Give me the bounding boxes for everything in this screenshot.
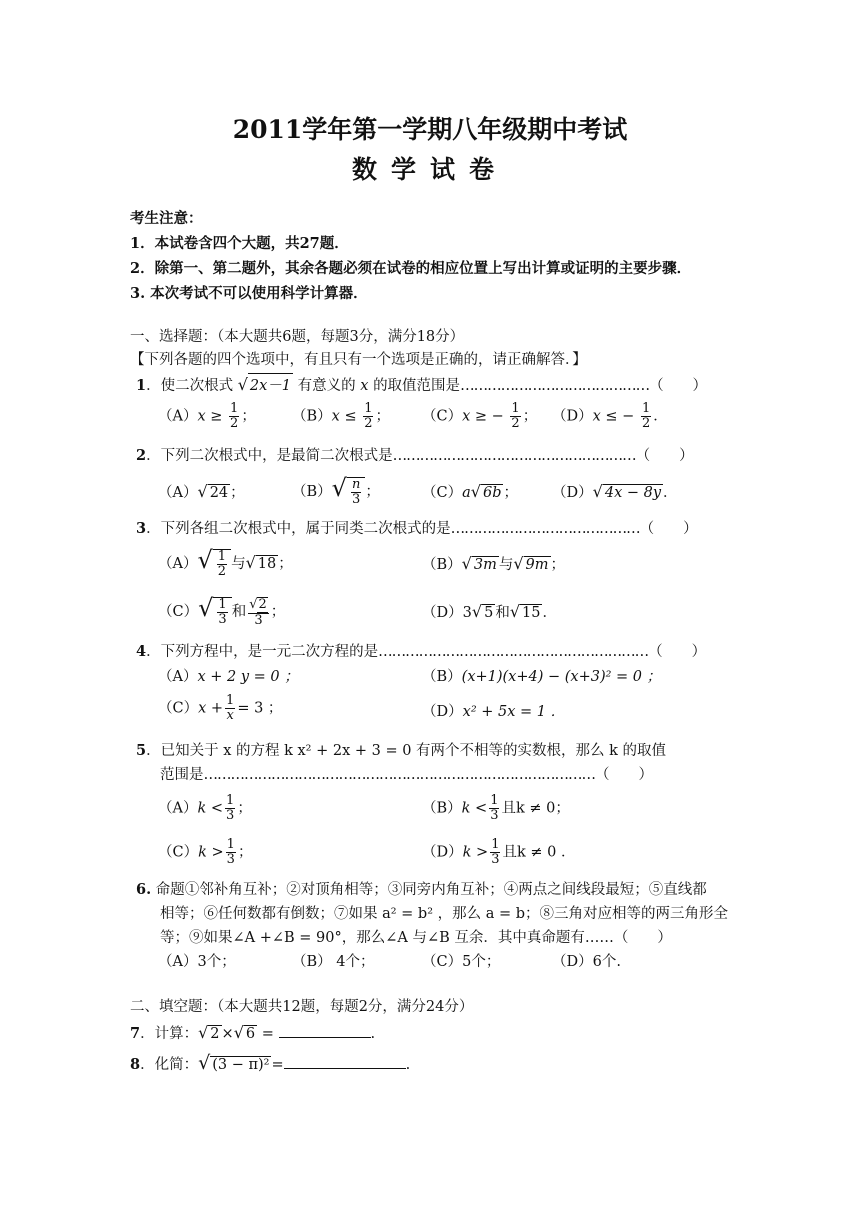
q7-radicand-1: 2 bbox=[210, 1026, 220, 1042]
q5-text-line-2: 范围是 bbox=[160, 767, 204, 783]
q4-dots: …………………………………………………… bbox=[378, 644, 649, 660]
q3-option-b-mid: 与 bbox=[498, 557, 514, 573]
q8-radicand: (3 − π)² bbox=[212, 1057, 270, 1073]
notice-item-3: 3. 本次考试不可以使用科学计算器． bbox=[130, 285, 368, 302]
q3-option-c-label: （C） bbox=[158, 604, 199, 620]
q3-option-c-num: 1 bbox=[218, 596, 227, 612]
q4-option-d-label: （D） bbox=[422, 704, 463, 720]
q6-option-d[interactable]: （D）6个. bbox=[552, 954, 621, 970]
q4-option-c-den: x bbox=[226, 708, 234, 723]
exam-subtitle: 数学试卷 bbox=[351, 155, 508, 184]
q2-option-d-label: （D） bbox=[552, 485, 593, 501]
q3-option-b[interactable]: （B）√ 3m 与√ 9m ； bbox=[422, 554, 566, 573]
q7-tail: . bbox=[370, 1026, 376, 1042]
q2-option-c-radicand: 6b bbox=[482, 485, 502, 501]
question-6 bbox=[136, 878, 707, 899]
q1-option-a-fraction bbox=[229, 402, 239, 431]
q4-option-b[interactable] bbox=[422, 665, 661, 686]
section2-heading: 二、填空题：（本大题共12题，每题2分，满分24分） bbox=[130, 999, 474, 1015]
q5-paren: （ ） bbox=[595, 767, 653, 783]
q1-option-c-fraction bbox=[510, 402, 520, 431]
q3-option-a[interactable]: （A）√ $\frac{1}{2}$ 与√ 18 ； bbox=[158, 546, 293, 579]
q1-option-b-num: 1 bbox=[364, 401, 373, 416]
question-2 bbox=[136, 444, 694, 465]
notice-item-2: 2．除第一、第二题外，其余各题必须在试卷的相应位置上写出计算或证明的主要步骤． bbox=[130, 260, 692, 277]
q2-paren: （ ） bbox=[635, 448, 694, 464]
q1-option-d-label: （D） bbox=[552, 408, 593, 425]
q1-option-b-lhs: x ≤ bbox=[331, 408, 357, 425]
q5-option-a-label: （A） bbox=[158, 800, 198, 817]
q4-option-d-expr: x² + 5x = 1 ． bbox=[462, 704, 566, 720]
q3-paren: （ ） bbox=[639, 521, 698, 537]
question-1: 1．使二次根式 √ 2x－1 有意义的 x 的取值范围是……………………………………（ ） bbox=[136, 375, 708, 394]
q3-option-c-mid: 和 bbox=[231, 604, 247, 620]
q3-option-a-den: 2 bbox=[217, 563, 227, 579]
q1-option-d-tail: ． bbox=[653, 408, 668, 425]
q1-option-c[interactable] bbox=[422, 402, 537, 431]
q5-option-d[interactable] bbox=[422, 838, 575, 867]
q2-option-c-tail: ； bbox=[503, 485, 518, 501]
q2-option-a-label: （A） bbox=[158, 485, 198, 501]
q3-option-c-radicand-1 bbox=[213, 597, 231, 627]
question-4 bbox=[136, 640, 706, 661]
q3-option-b-radicand-2: 9m bbox=[525, 557, 549, 573]
q1-option-d-num: 1 bbox=[641, 401, 651, 416]
q1-option-b[interactable] bbox=[292, 402, 390, 431]
q3-option-a-radicand-1 bbox=[213, 549, 231, 579]
q2-option-d-tail: ． bbox=[663, 485, 678, 501]
q7-radicand-2: 6 bbox=[245, 1026, 256, 1042]
q1-option-c-tail: ； bbox=[522, 408, 538, 425]
q5-option-d-label: （D） bbox=[422, 844, 463, 861]
q1-option-c-num: 1 bbox=[511, 401, 520, 416]
question-5-line-2 bbox=[160, 763, 653, 784]
q4-option-c-pre: x + bbox=[198, 700, 224, 717]
q3-option-c-den: 3 bbox=[218, 611, 227, 627]
q4-option-a-label: （A） bbox=[158, 669, 198, 685]
q1-pre: ．使二次根式 bbox=[146, 378, 234, 394]
exam-title: 2011学年第一学期八年级期中考试 bbox=[232, 115, 628, 144]
q2-option-a[interactable]: （A）√ 24 ； bbox=[158, 482, 245, 501]
question-6-line-2: 相等；⑥任何数都有倒数；⑦如果 a² = b² ，那么 a = b；⑧三角对应相等的两三角形全 bbox=[160, 906, 729, 922]
q4-paren: （ ） bbox=[648, 644, 707, 660]
q4-option-a-expr: x + 2 y = 0 ； bbox=[197, 669, 299, 685]
q5-dots: …………………………………………………………………………… bbox=[203, 767, 595, 783]
q5-option-d-tail: 且k ≠ 0 ． bbox=[502, 844, 576, 861]
q5-option-a-lhs: k < bbox=[197, 800, 224, 817]
q3-option-c-den2: 3 bbox=[254, 612, 263, 628]
question-5 bbox=[136, 739, 666, 760]
q8-number: 8 bbox=[130, 1056, 141, 1073]
q2-option-d-radicand: 4x − 8y bbox=[604, 485, 662, 501]
q7-number: 7 bbox=[130, 1025, 141, 1042]
q1-option-d[interactable] bbox=[552, 402, 668, 431]
q3-option-d-pre: 3 bbox=[462, 605, 472, 621]
q4-option-c-num: 1 bbox=[226, 693, 235, 708]
q2-option-d[interactable]: （D）√ 4x − 8y ． bbox=[552, 482, 678, 501]
q1-option-a-num: 1 bbox=[230, 401, 239, 416]
q1-option-c-lhs: x ≥ − bbox=[462, 408, 504, 425]
q5-option-c-num: 1 bbox=[226, 837, 235, 852]
q3-option-d-label: （D） bbox=[422, 605, 463, 621]
q8-tail: . bbox=[405, 1057, 411, 1073]
q3-option-c[interactable]: （C）√ $\frac{1}{3}$ 和 $\frac{√2}{3}$ ； bbox=[158, 594, 286, 628]
q3-option-b-tail: ； bbox=[550, 557, 566, 573]
q2-option-b-radicand bbox=[347, 477, 365, 507]
q2-text: ．下列二次根式中，是最简二次根式是 bbox=[146, 448, 393, 464]
q1-option-a[interactable] bbox=[158, 402, 256, 431]
q3-option-a-mid: 与 bbox=[231, 556, 246, 572]
q1-post: 有意义的 bbox=[297, 378, 356, 394]
q4-option-b-expr: (x+1)(x+4) − (x+3)² = 0 ； bbox=[461, 669, 662, 685]
q2-dots: ……………………………………………… bbox=[392, 448, 636, 464]
q4-option-c-label: （C） bbox=[158, 700, 199, 717]
q8-pre: ．化简： bbox=[140, 1057, 199, 1073]
q2-option-a-radicand: 24 bbox=[209, 485, 229, 501]
q5-option-c-den: 3 bbox=[226, 852, 235, 867]
q3-option-a-tail: ； bbox=[278, 556, 293, 572]
question-8: 8．化简：√ (3 − π)² = . bbox=[130, 1052, 411, 1074]
q1-paren: （ ） bbox=[649, 378, 708, 394]
q3-option-b-label: （B） bbox=[422, 557, 462, 573]
q3-option-d-tail: ． bbox=[542, 605, 557, 621]
q5-option-d-num: 1 bbox=[491, 837, 500, 852]
q3-option-a-label: （A） bbox=[158, 556, 198, 572]
q5-option-b-label: （B） bbox=[422, 800, 462, 817]
q4-number: 4 bbox=[136, 643, 147, 660]
q5-text-line-1: ．已知关于 x 的方程 k x² + 2x + 3 = 0 有两个不相等的实数根，那么 k 的取值 bbox=[146, 743, 667, 759]
q1-option-a-den: 2 bbox=[230, 416, 239, 431]
q6-option-c[interactable]: （C）5个； bbox=[422, 954, 501, 970]
q5-option-c-lhs: k > bbox=[198, 844, 224, 861]
q5-option-d-lhs: k > bbox=[462, 844, 489, 861]
q1-option-b-fraction bbox=[363, 402, 373, 431]
question-3 bbox=[136, 517, 698, 538]
q2-option-b-den: 3 bbox=[352, 491, 361, 507]
q2-option-b[interactable]: （B）√ $\frac{n}{3}$ ； bbox=[292, 474, 380, 507]
q3-option-a-radicand-2: 18 bbox=[257, 556, 277, 572]
notice-heading: 考生注意： bbox=[130, 210, 203, 227]
q1-number: 1 bbox=[136, 377, 147, 394]
q2-option-c[interactable]: （C）a√ 6b ； bbox=[422, 482, 518, 501]
q7-equals: = bbox=[261, 1026, 274, 1042]
q1-option-b-den: 2 bbox=[364, 416, 373, 431]
q5-option-a-fraction bbox=[225, 794, 235, 823]
q3-dots: …………………………………… bbox=[450, 521, 640, 537]
q6-option-a[interactable]: （A）3个； bbox=[158, 954, 236, 970]
q1-option-a-tail: ； bbox=[241, 408, 256, 425]
q4-option-c[interactable] bbox=[158, 694, 282, 723]
q5-option-d-fraction bbox=[490, 838, 500, 867]
q3-option-d-radicand-2: 15 bbox=[522, 605, 541, 621]
q4-option-d[interactable] bbox=[422, 700, 565, 721]
q3-option-b-radicand-1: 3m bbox=[473, 557, 497, 573]
q7-answer-blank[interactable] bbox=[279, 1037, 371, 1038]
q1-option-d-fraction bbox=[641, 402, 651, 431]
q5-option-a-num: 1 bbox=[226, 793, 235, 808]
q4-text: ．下列方程中，是一元二次方程的是 bbox=[146, 644, 379, 660]
q3-option-c-num2: 2 bbox=[258, 596, 267, 612]
q5-option-b[interactable] bbox=[422, 794, 570, 823]
q7-pre: ．计算： bbox=[140, 1026, 199, 1042]
q5-option-a-tail: ； bbox=[237, 800, 252, 817]
q1-option-d-lhs: x ≤ − bbox=[592, 408, 635, 425]
q5-option-b-fraction bbox=[489, 794, 499, 823]
section1-instruction: 【下列各题的四个选项中，有且只有一个选项是正确的，请正确解答．】 bbox=[130, 352, 587, 368]
q2-option-c-pre: a bbox=[462, 485, 471, 501]
q2-option-b-num: n bbox=[351, 476, 361, 492]
q4-option-c-post: = 3 ； bbox=[237, 700, 283, 717]
q5-option-b-num: 1 bbox=[490, 793, 499, 808]
q6-number: 6. bbox=[136, 881, 152, 898]
section1-heading: 一、选择题：（本大题共6题，每题3分，满分18分） bbox=[130, 329, 465, 345]
q1-option-b-tail: ； bbox=[375, 408, 390, 425]
q8-answer-blank[interactable] bbox=[284, 1068, 406, 1069]
q5-option-d-den: 3 bbox=[491, 852, 500, 867]
q1-option-c-den: 2 bbox=[511, 416, 520, 431]
notice-item-1: 1．本试卷含四个大题，共27题． bbox=[130, 235, 349, 252]
question-6-line-3: 等；⑨如果∠A +∠B = 90°，那么∠A 与∠B 互余．其中真命题有……（ ） bbox=[160, 930, 672, 946]
q1-option-d-den: 2 bbox=[641, 416, 651, 431]
q2-option-a-tail: ； bbox=[230, 485, 245, 501]
q3-number: 3 bbox=[136, 520, 147, 537]
q3-text: ．下列各组二次根式中，属于同类二次根式的是 bbox=[146, 521, 451, 537]
q7-times: × bbox=[221, 1026, 234, 1042]
q6-option-b[interactable]: （B） 4个； bbox=[292, 954, 375, 970]
q2-option-b-tail: ； bbox=[365, 484, 380, 500]
q5-option-b-den: 3 bbox=[490, 808, 499, 823]
q5-option-b-tail: 且k ≠ 0； bbox=[501, 800, 570, 817]
q3-option-c-fraction: $\frac{√2}{3}$ bbox=[249, 596, 267, 628]
q5-option-b-lhs: k < bbox=[461, 800, 488, 817]
q1-dots: …………………………………… bbox=[460, 378, 650, 394]
q1-option-b-label: （B） bbox=[292, 408, 332, 425]
q3-option-c-tail: ； bbox=[270, 604, 286, 620]
q2-number: 2 bbox=[136, 447, 147, 464]
q4-option-a[interactable] bbox=[158, 665, 299, 686]
q5-option-a-den: 3 bbox=[226, 808, 235, 823]
q5-option-c-label: （C） bbox=[158, 844, 199, 861]
q1-radicand: 2x－1 bbox=[248, 373, 293, 395]
q5-option-c-fraction bbox=[226, 838, 236, 867]
q1-option-a-label: （A） bbox=[158, 408, 198, 425]
question-7: 7．计算：√ 2 ×√ 6 = . bbox=[130, 1023, 376, 1042]
q1-post2: 的取值范围是 bbox=[373, 378, 461, 394]
q3-option-d[interactable]: （D）3√ 5 和√ 15 ． bbox=[422, 602, 557, 621]
q8-equals: = bbox=[271, 1057, 284, 1073]
q1-option-c-label: （C） bbox=[422, 408, 463, 425]
q5-option-c-tail: ； bbox=[237, 844, 253, 861]
q2-option-b-label: （B） bbox=[292, 484, 332, 500]
q5-option-c[interactable] bbox=[158, 838, 252, 867]
q4-option-c-fraction bbox=[225, 694, 235, 723]
q5-number: 5 bbox=[136, 742, 147, 759]
q3-option-a-num: 1 bbox=[217, 548, 227, 564]
q5-option-a[interactable] bbox=[158, 794, 252, 823]
q4-option-b-label: （B） bbox=[422, 669, 462, 685]
q1-option-a-lhs: x ≥ bbox=[197, 408, 223, 425]
q6-line-1: 命题①邻补角互补；②对顶角相等；③同旁内角互补；④两点之间线段最短；⑤直线都 bbox=[155, 882, 707, 898]
q2-option-c-label: （C） bbox=[422, 485, 463, 501]
q1-var: x bbox=[360, 378, 369, 394]
q3-option-d-mid: 和 bbox=[495, 605, 510, 621]
q3-option-d-radicand-1: 5 bbox=[484, 605, 494, 621]
